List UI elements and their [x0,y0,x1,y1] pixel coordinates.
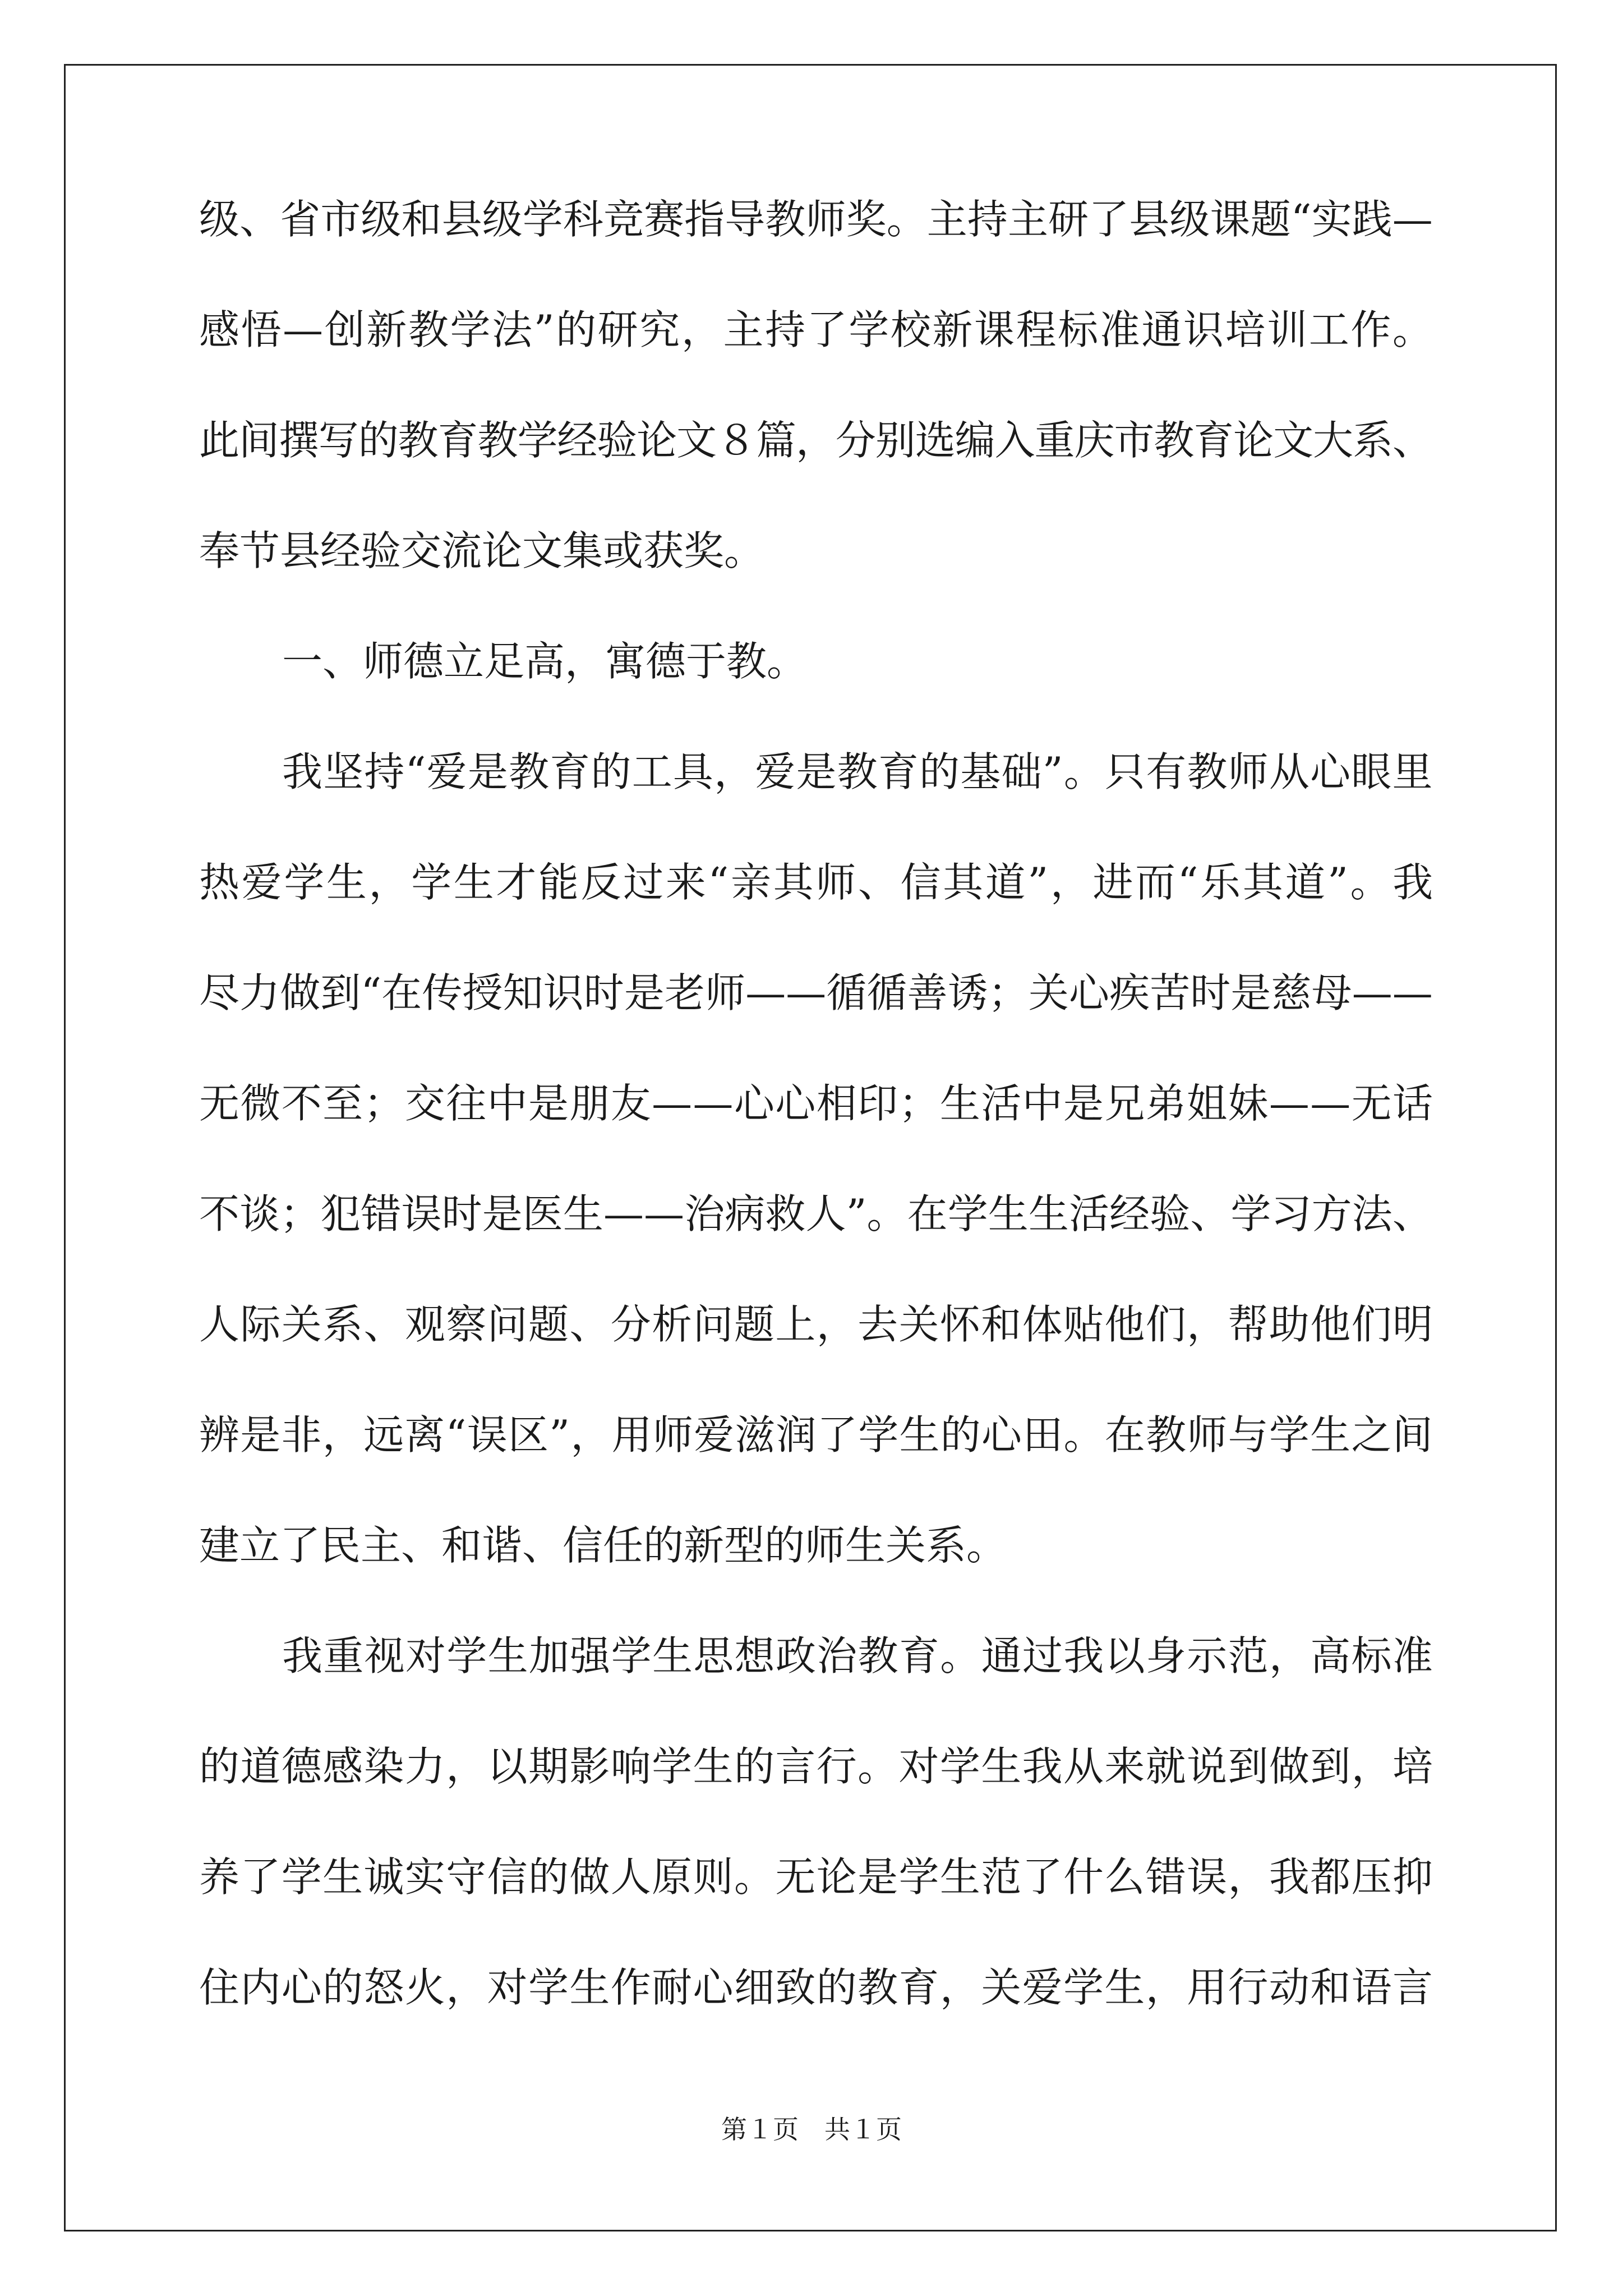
text-line: 人际关系、观察问题、分析问题上，去关怀和体贴他们，帮助他们明 [199,1301,1434,1348]
text-line: 奉节县经验交流论文集或获奖。 [199,527,765,574]
text-line: 的道德感染力，以期影响学生的言行。对学生我从来就说到做到，培 [199,1743,1434,1790]
text-line: 我坚持“爱是教育的工具，爱是教育的基础”。只有教师从心眼里 [282,748,1433,795]
text-line: 感悟—创新教学法”的研究，主持了学校新课程标准通识培训工作。 [199,306,1435,353]
text-line: 此间撰写的教育教学经验论文８篇，分别选编入重庆市教育论文大系、 [199,417,1432,464]
text-line: 我重视对学生加强学生思想政治教育。通过我以身示范，高标准 [282,1632,1434,1680]
section-heading: 一、师德立足高，寓德于教。 [282,638,808,685]
text-line: 级、省市级和县级学科竞赛指导教师奖。主持主研了县级课题“实践— [199,196,1433,243]
text-line: 无微不至；交往中是朋友——心心相印；生活中是兄弟姐妹——无话 [199,1080,1434,1127]
page-number-footer: 第１页 共１页 [721,2115,902,2144]
text-line: 热爱学生，学生才能反过来“亲其师、信其道”，进而“乐其道”。我 [199,859,1435,906]
text-line: 辨是非，远离“误区”，用师爱滋润了学生的心田。在教师与学生之间 [199,1411,1433,1458]
text-line: 不谈；犯错误时是医生——治病救人”。在学生生活经验、学习方法、 [199,1190,1433,1237]
text-line: 建立了民主、和谐、信任的新型的师生关系。 [199,1522,1007,1569]
text-line: 养了学生诚实守信的做人原则。无论是学生范了什么错误，我都压抑 [199,1853,1434,1901]
text-line: 住内心的怒火，对学生作耐心细致的教育，关爱学生，用行动和语言 [199,1964,1434,2011]
text-line: 尽力做到“在传授知识时是老师——循循善诱；关心疾苦时是慈母—— [199,969,1433,1016]
